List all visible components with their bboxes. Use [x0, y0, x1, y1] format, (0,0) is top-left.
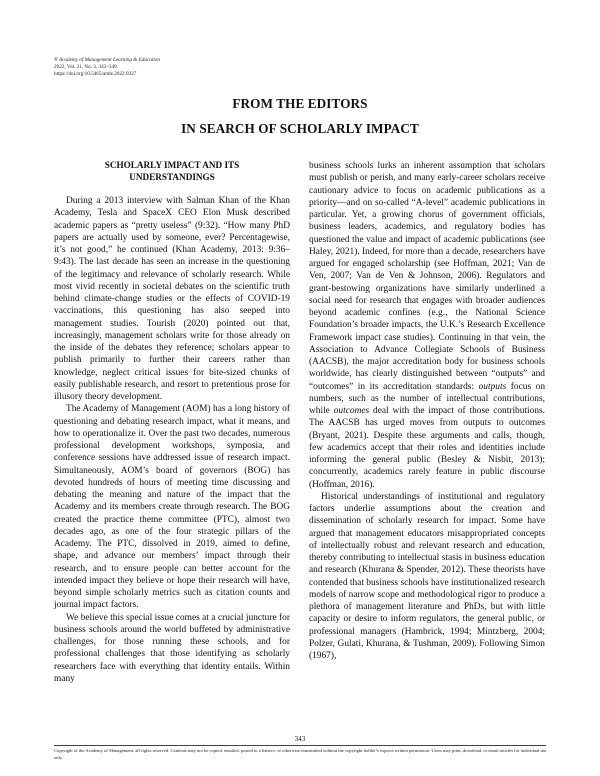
journal-header [54, 57, 160, 78]
article-title: IN SEARCH OF SCHOLARLY IMPACT [181, 121, 419, 136]
paragraph: The Academy of Management (AOM) has a long history of questioning and debating research impact, what it means, and how to operationalize it. Over the past two decades, numerous professional development workshops, symposia, and conference sessions have addressed issue of research impact. Simultaneously, AOM’s board of governors (BOG) has devoted hundreds of hours of meeting time discussing and debating the meaning and nature of the impact that the Academy and its members create through research. The BOG created the practice theme committee (PTC), almost two decades ago, as one of the four strategic pillars of the Academy. The PTC, dissolved in 2019, aimed to define, shape, and advance our members’ impact through their research, and to ensure people can better account for the intended impact they believe or hope their research will have, beyond simple scholarly metrics such as citation counts and journal impact factors. [54, 404, 290, 611]
section-title: FROM THE EDITORS [232, 96, 368, 111]
paragraph: business schools lurks an inherent assumption that scholars must publish or perish, and many early-career scholars receive cautionary advice to focus on academic publications as a priority—and on so-called “A-level” academic publications in particular. Yet, a growing chorus of government officials, business leaders, academics, and regulatory bodies has questioned the value and impact of academic publications (see Haley, 2021). Indeed, for more than a decade, researchers have argued for engaged scholarship (see Hoffman, 2021; Van de Ven, 2007; Van de Ven & Johnson, 2006). Regulators and grant-bestowing organizations have similarly underlined a social need for research that engages with broader audiences beyond academic confines (e.g., the National Science Foundation’s broader impacts, the U.K.’s Research Excellence Framework impact case studies). Continuing in that vein, the Association to Advance Collegiate Schools of Business (AACSB), the major accreditation body for business schools worldwide, has clearly distinguished between “outputs” and “outcomes” in its accreditation standards: outputs focus on numbers, such as the number of intellectual contributions, while outcomes deal with the impact of those contributions. The AACSB has urged moves from outputs to outcomes (Bryant, 2021). Despite these arguments and calls, though, few academics accept that their roles and identities include informing the general public (Besley & Nisbit, 2013); concurrently, academics rarely feature in public discourse (Hoffman, 2016). [309, 161, 546, 490]
paragraph: During a 2013 interview with Salman Khan of the Khan Academy, Tesla and SpaceX CEO Elon Musk described academic papers as “pretty useless” (9:32). “How many PhD papers are actually used by someone, ever? Percentagewise, it’s not good,” he continued (Khan Academy, 2013: 9:36–9:43). The last decade has seen an increase in the questioning of the legitimacy and relevance of scholarly research. While most vivid recently in societal debates on the scientific truth behind climate-change studies or the effects of COVID-19 vaccinations, this questioning has also seeped into management studies. Tourish (2020) pointed out that, increasingly, management scholars write for those already on the inside of the debates they reference; scholars appear to publish primarily to further their careers rather than knowledge, neglect critical issues for bite-sized chunks of easily publishable research, and resort to pretentious prose for illusory theory development. [54, 196, 290, 402]
volume-info: 2022, Vol. 21, No. 3, 343–349. [54, 64, 118, 70]
emphasis: outcomes [333, 406, 370, 416]
copyright-footer: Copyright of the Academy of Management, all rights reserved. Contents may not be copied, emailed, posted to a listserv, or otherwise transmitted without the copyright holder’s express written permission. Users may print, download, or email articles for individual use only. [54, 748, 547, 760]
footer-divider [54, 745, 546, 746]
emphasis: outputs [478, 381, 507, 392]
doi-link[interactable]: https://doi.org/10.5465/amle.2022.0327 [54, 71, 137, 77]
right-column [309, 160, 545, 662]
paragraph: We believe this special issue comes at a crucial juncture for business schools around the world buffeted by administrative challenges, for those running these schools, and for professional challenges that those identifying as scholarly researchers face with everything that identity entails. Within many [54, 612, 290, 684]
page-number: 343 [294, 735, 306, 743]
journal-name: ®Academy of Management Learning & Education [54, 57, 160, 63]
paragraph: Historical understandings of institutional and regulatory factors underlie assumptions about the creation and dissemination of scholarly research for impact. Some have argued that management educators misappropriated concepts of intellectually robust and relevant research and education, thereby contributing to intellectual stasis in business education and research (Khurana & Spender, 2012). These theorists have contended that business schools have institutionalized research models of narrow scope and methodological rigor to produce a plethora of management literature and PhDs, but with little capacity or desire to inform regulators, the general public, or professional managers (Hambrick, 1994; Mintzberg, 2004; Polzer, Gulati, Khurana, & Tushman, 2009). Following Simon (1967), [309, 491, 545, 661]
left-column [54, 160, 290, 685]
section-heading: SCHOLARLY IMPACT AND ITS UNDERSTANDINGS [104, 160, 240, 182]
journal-logo-mark: ® [54, 57, 58, 63]
